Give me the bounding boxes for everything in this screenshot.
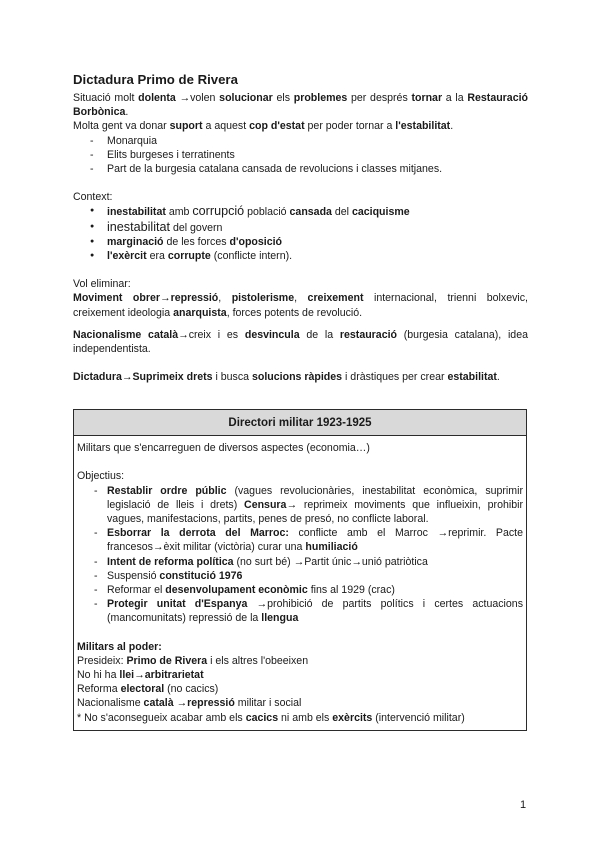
text-run: població: [244, 206, 290, 219]
list-item: - Elits burgeses i terratinents: [90, 148, 528, 162]
text-run: (conflicte intern).: [210, 250, 293, 263]
text-run: llengua: [261, 612, 299, 625]
text-run: (no cacics): [164, 683, 219, 696]
text-run: exèrcits: [332, 711, 373, 724]
directori-militar-box: [73, 409, 527, 731]
text-run: restauració: [339, 328, 398, 341]
text-run: del govern: [170, 221, 223, 234]
text-run: i els altres l'obeeixen: [207, 654, 309, 667]
text-run: * No s'aconsegueix acabar amb els: [77, 711, 246, 724]
text-run: .: [496, 371, 500, 384]
text-run: (no surt bé) →Partit únic→unió patriòtica: [233, 555, 428, 568]
militars-line: [77, 696, 523, 710]
text-run: solucionar: [219, 92, 273, 104]
text-run: corrupció: [192, 204, 245, 219]
text-run: fins al 1929 (crac): [307, 584, 395, 597]
text-run: inestabilitat: [107, 219, 171, 234]
content-area: [73, 72, 528, 384]
text-run: Dictadura→Suprimeix drets: [73, 371, 213, 384]
directori-header: Directori militar 1923-1925: [74, 410, 526, 436]
text-run: problemes: [293, 92, 348, 104]
text-run: No hi ha: [77, 669, 120, 682]
text-run: i busca: [212, 371, 252, 384]
intro-paragraph-2: [73, 119, 528, 133]
objectius-list: [77, 484, 523, 626]
text-run: Restauració Borbònica: [73, 92, 529, 119]
list-item: [90, 249, 528, 263]
text-run: humiliació: [305, 541, 358, 554]
text-run: ,: [294, 292, 308, 305]
text-run: a aquest: [202, 120, 250, 133]
text-run: l'exèrcit: [107, 250, 147, 263]
text-run: (vagues revolucionàries, inestabilitat econòmica, suprimir legislació de lleis i drets): [107, 484, 523, 511]
dictadura-paragraph: [73, 370, 528, 384]
text-run: marginació: [107, 235, 164, 248]
text-run: Nacionalisme: [77, 697, 144, 710]
text-run: corrupte: [167, 250, 211, 263]
text-run: →creix i es: [178, 328, 245, 341]
list-item: [94, 569, 523, 583]
text-run: Intent de reforma política: [107, 555, 234, 568]
text-run: Moviment obrer→repressió: [73, 292, 219, 305]
text-run: →volen: [175, 92, 220, 104]
text-run: del: [331, 206, 352, 219]
text-run: a la: [442, 92, 468, 104]
text-run: → reprimeix moviments que influeixin, prohibir vagues, manifestacions, partits, penes de presó, no conflicte laboral.: [107, 498, 523, 526]
eliminate-paragraph-2: [73, 328, 528, 356]
list-item: - Part de la burgesia catalana cansada de revolucions i classes mitjanes.: [90, 162, 528, 176]
text-run: cansada: [289, 206, 332, 219]
text-run: (intervenció militar): [372, 711, 465, 724]
text-run: Molta gent va donar: [73, 120, 170, 133]
militars-line: [77, 711, 523, 725]
text-run: per després: [347, 92, 412, 104]
context-heading: Context:: [73, 191, 113, 204]
text-run: →: [173, 697, 188, 710]
text-run: Censura: [244, 498, 287, 511]
text-run: creixement: [307, 292, 364, 305]
text-run: Nacionalisme català: [73, 328, 179, 341]
text-run: l'estabilitat: [395, 120, 451, 133]
intro-paragraph-1: [73, 91, 528, 119]
text-run: cacics: [245, 711, 279, 724]
text-run: ni amb els: [278, 711, 333, 724]
text-run: Restablir ordre públic: [107, 484, 227, 497]
text-run: →prohibició de partits polítics i certes actuacions (mancomunitats) repressió de la: [107, 598, 523, 625]
text-run: militar i social: [234, 697, 302, 710]
text-run: Reformar el: [107, 584, 166, 597]
list-item: [94, 484, 523, 527]
text-run: Esborrar la derrota del Marroc:: [107, 527, 289, 540]
list-item: [94, 597, 523, 625]
directori-intro: Militars que s'encarreguen de diversos aspectes (economia…): [77, 442, 370, 455]
text-run: d'oposició: [229, 235, 283, 248]
text-run: anarquista: [173, 306, 227, 319]
list-item: [90, 220, 528, 235]
list-item: [94, 555, 523, 569]
list-item: [90, 204, 528, 219]
text-run: per poder tornar a: [304, 120, 396, 133]
text-run: dolenta: [138, 92, 176, 104]
text-run: Presideix:: [77, 654, 127, 667]
text-run: constitució 1976: [159, 569, 243, 582]
text-run: caciquisme: [351, 206, 410, 219]
text-run: .: [450, 120, 454, 133]
list-item: [94, 583, 523, 597]
context-list: [73, 204, 528, 263]
text-run: Situació molt: [73, 92, 139, 104]
militars-line: [77, 654, 523, 668]
text-run: de les forces: [163, 235, 230, 248]
text-run: inestabilitat: [107, 206, 166, 219]
text-run: internacional, trienni bolxevic, creixement ideologia: [73, 292, 528, 319]
objectius-heading: Objectius:: [77, 470, 125, 483]
text-run: amb: [165, 206, 193, 219]
text-run: pistolerisme: [231, 292, 295, 305]
text-run: (burgesia catalana), idea independentista.: [73, 328, 528, 356]
militars-line: [77, 668, 523, 682]
text-run: .: [125, 106, 129, 119]
eliminate-heading: Vol eliminar:: [73, 278, 131, 291]
text-run: ,: [218, 292, 232, 305]
text-run: estabilitat: [447, 371, 497, 384]
list-item: [94, 526, 523, 554]
militars-line: [77, 682, 523, 696]
text-run: , forces potents de revolució.: [226, 306, 363, 319]
text-run: desenvolupament econòmic: [165, 584, 308, 597]
list-item: [90, 235, 528, 249]
page-title: Dictadura Primo de Rivera: [73, 72, 238, 87]
supporters-list: [73, 134, 528, 177]
text-run: Suspensió: [107, 569, 160, 582]
list-item: - Monarquia: [90, 134, 528, 148]
text-run: llei→arbitrarietat: [119, 669, 204, 682]
text-run: Primo de Rivera: [126, 654, 208, 667]
page-number: 1: [520, 799, 527, 811]
text-run: era: [146, 250, 168, 263]
directori-body: [74, 436, 526, 730]
text-run: conflicte amb el Marroc →reprimir. Pacte francesos→èxit militar (victòria) curar una: [107, 527, 523, 554]
text-run: i dràstiques per crear: [342, 371, 448, 384]
text-run: Protegir unitat d'Espanya: [107, 598, 248, 611]
eliminate-paragraph-1: [73, 291, 528, 319]
text-run: solucions ràpides: [251, 371, 343, 384]
text-run: suport: [169, 120, 203, 133]
text-run: de la: [299, 328, 340, 341]
text-run: electoral: [120, 683, 165, 696]
text-run: tornar: [411, 92, 443, 104]
text-run: repressió: [187, 697, 235, 710]
text-run: desvincula: [244, 328, 300, 341]
militars-heading: Militars al poder:: [77, 640, 162, 653]
text-run: Reforma: [77, 683, 121, 696]
text-run: els: [272, 92, 294, 104]
text-run: català: [143, 697, 174, 710]
text-run: cop d'estat: [249, 120, 305, 133]
